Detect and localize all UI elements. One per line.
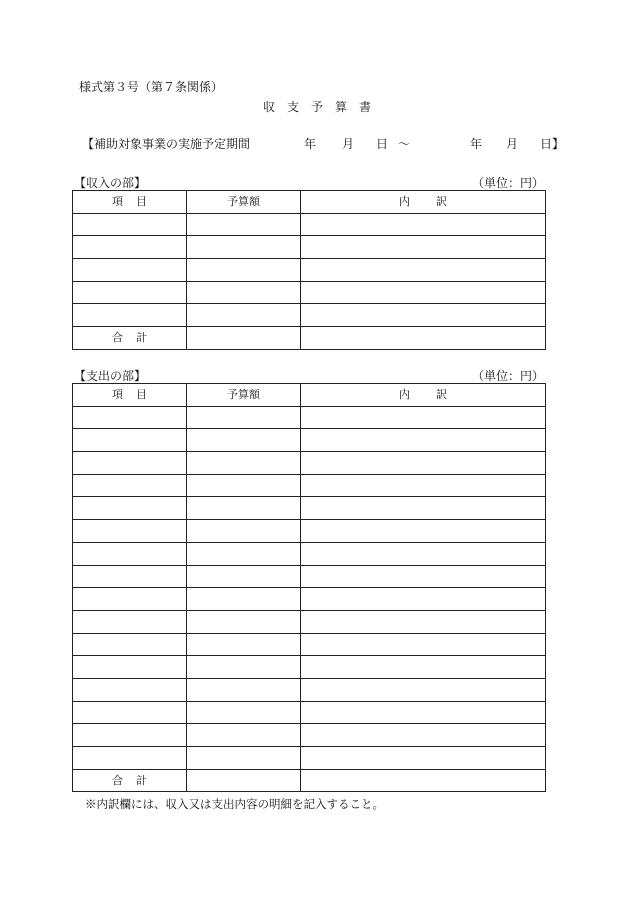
breakdown-cell[interactable] bbox=[301, 724, 546, 747]
budget-cell[interactable] bbox=[187, 633, 301, 656]
expense-row bbox=[73, 429, 546, 452]
budget-cell[interactable] bbox=[187, 304, 301, 327]
income-section-label: 【収入の部】 bbox=[74, 176, 147, 190]
document-title: 収支予算書 bbox=[263, 100, 384, 114]
item-cell[interactable] bbox=[73, 304, 187, 327]
budget-cell[interactable] bbox=[187, 259, 301, 282]
income-total-row bbox=[73, 327, 546, 350]
expense-row bbox=[73, 633, 546, 656]
budget-cell[interactable] bbox=[187, 474, 301, 497]
budget-cell[interactable] bbox=[187, 406, 301, 429]
total-label: 合計 bbox=[73, 769, 187, 792]
income-header-row bbox=[73, 191, 546, 214]
income-table bbox=[72, 190, 546, 350]
expense-row bbox=[73, 724, 546, 747]
income-row bbox=[73, 304, 546, 327]
item-cell[interactable] bbox=[73, 565, 187, 588]
income-unit: （単位：円） bbox=[471, 176, 544, 190]
budget-cell[interactable] bbox=[187, 724, 301, 747]
breakdown-cell[interactable] bbox=[301, 610, 546, 633]
expense-row bbox=[73, 656, 546, 679]
expense-row bbox=[73, 678, 546, 701]
item-cell[interactable] bbox=[73, 701, 187, 724]
expense-section-header bbox=[74, 369, 544, 383]
budget-cell[interactable] bbox=[187, 236, 301, 259]
budget-cell[interactable] bbox=[187, 281, 301, 304]
budget-cell[interactable] bbox=[187, 213, 301, 236]
item-cell[interactable] bbox=[73, 452, 187, 475]
expense-header-row bbox=[73, 384, 546, 407]
item-cell[interactable] bbox=[73, 588, 187, 611]
item-cell[interactable] bbox=[73, 656, 187, 679]
income-section-header bbox=[74, 176, 544, 190]
period-end-month: 月 bbox=[506, 137, 519, 151]
breakdown-cell[interactable] bbox=[301, 304, 546, 327]
breakdown-cell[interactable] bbox=[301, 701, 546, 724]
item-cell[interactable] bbox=[73, 678, 187, 701]
total-breakdown-cell[interactable] bbox=[301, 327, 546, 350]
total-label: 合計 bbox=[73, 327, 187, 350]
expense-row bbox=[73, 452, 546, 475]
item-cell[interactable] bbox=[73, 724, 187, 747]
item-cell[interactable] bbox=[73, 429, 187, 452]
item-cell[interactable] bbox=[73, 281, 187, 304]
budget-cell[interactable] bbox=[187, 656, 301, 679]
expense-row bbox=[73, 497, 546, 520]
breakdown-cell[interactable] bbox=[301, 678, 546, 701]
column-header-budget: 予算額 bbox=[187, 384, 301, 407]
period-start-year: 年 bbox=[304, 137, 317, 151]
item-cell[interactable] bbox=[73, 610, 187, 633]
period-start-day: 日 bbox=[376, 137, 389, 151]
breakdown-cell[interactable] bbox=[301, 406, 546, 429]
form-number: 様式第３号（第７条関係） bbox=[79, 80, 224, 94]
expense-row bbox=[73, 701, 546, 724]
item-cell[interactable] bbox=[73, 406, 187, 429]
breakdown-cell[interactable] bbox=[301, 474, 546, 497]
period-label: 【補助対象事業の実施予定期間 bbox=[82, 137, 251, 151]
item-cell[interactable] bbox=[73, 474, 187, 497]
expense-row bbox=[73, 542, 546, 565]
item-cell[interactable] bbox=[73, 542, 187, 565]
column-header-budget: 予算額 bbox=[187, 191, 301, 214]
breakdown-cell[interactable] bbox=[301, 452, 546, 475]
breakdown-cell[interactable] bbox=[301, 236, 546, 259]
expense-row bbox=[73, 520, 546, 543]
column-header-item: 項目 bbox=[73, 384, 187, 407]
breakdown-cell[interactable] bbox=[301, 633, 546, 656]
item-cell[interactable] bbox=[73, 259, 187, 282]
budget-cell[interactable] bbox=[187, 520, 301, 543]
expense-row bbox=[73, 747, 546, 770]
income-row bbox=[73, 281, 546, 304]
item-cell[interactable] bbox=[73, 747, 187, 770]
item-cell[interactable] bbox=[73, 236, 187, 259]
breakdown-cell[interactable] bbox=[301, 213, 546, 236]
expense-row bbox=[73, 588, 546, 611]
total-breakdown-cell[interactable] bbox=[301, 769, 546, 792]
item-cell[interactable] bbox=[73, 213, 187, 236]
breakdown-cell[interactable] bbox=[301, 520, 546, 543]
breakdown-cell[interactable] bbox=[301, 542, 546, 565]
breakdown-cell[interactable] bbox=[301, 429, 546, 452]
expense-row bbox=[73, 565, 546, 588]
expense-table bbox=[72, 383, 546, 792]
budget-cell[interactable] bbox=[187, 542, 301, 565]
income-row bbox=[73, 259, 546, 282]
period-end-day: 日】 bbox=[540, 137, 565, 151]
budget-cell[interactable] bbox=[187, 610, 301, 633]
expense-row bbox=[73, 474, 546, 497]
budget-cell[interactable] bbox=[187, 429, 301, 452]
breakdown-cell[interactable] bbox=[301, 259, 546, 282]
total-budget-cell[interactable] bbox=[187, 769, 301, 792]
period-end-year: 年 bbox=[470, 137, 483, 151]
period-tilde: ～ bbox=[398, 137, 411, 151]
item-cell[interactable] bbox=[73, 633, 187, 656]
implementation-period bbox=[82, 137, 565, 151]
expense-section-label: 【支出の部】 bbox=[74, 369, 147, 383]
expense-unit: （単位：円） bbox=[471, 369, 544, 383]
breakdown-note: ※内訳欄には、収入又は支出内容の明細を記入すること。 bbox=[85, 797, 384, 811]
budget-cell[interactable] bbox=[187, 701, 301, 724]
column-header-breakdown: 内訳 bbox=[301, 191, 546, 214]
income-row bbox=[73, 213, 546, 236]
budget-cell[interactable] bbox=[187, 452, 301, 475]
budget-cell[interactable] bbox=[187, 497, 301, 520]
breakdown-cell[interactable] bbox=[301, 565, 546, 588]
budget-cell[interactable] bbox=[187, 678, 301, 701]
expense-row bbox=[73, 406, 546, 429]
item-cell[interactable] bbox=[73, 497, 187, 520]
breakdown-cell[interactable] bbox=[301, 497, 546, 520]
budget-cell[interactable] bbox=[187, 747, 301, 770]
expense-row bbox=[73, 610, 546, 633]
column-header-breakdown: 内訳 bbox=[301, 384, 546, 407]
income-row bbox=[73, 236, 546, 259]
breakdown-cell[interactable] bbox=[301, 747, 546, 770]
breakdown-cell[interactable] bbox=[301, 281, 546, 304]
expense-total-row bbox=[73, 769, 546, 792]
budget-cell[interactable] bbox=[187, 565, 301, 588]
breakdown-cell[interactable] bbox=[301, 656, 546, 679]
period-start-month: 月 bbox=[342, 137, 355, 151]
breakdown-cell[interactable] bbox=[301, 588, 546, 611]
item-cell[interactable] bbox=[73, 520, 187, 543]
budget-cell[interactable] bbox=[187, 588, 301, 611]
total-budget-cell[interactable] bbox=[187, 327, 301, 350]
column-header-item: 項目 bbox=[73, 191, 187, 214]
